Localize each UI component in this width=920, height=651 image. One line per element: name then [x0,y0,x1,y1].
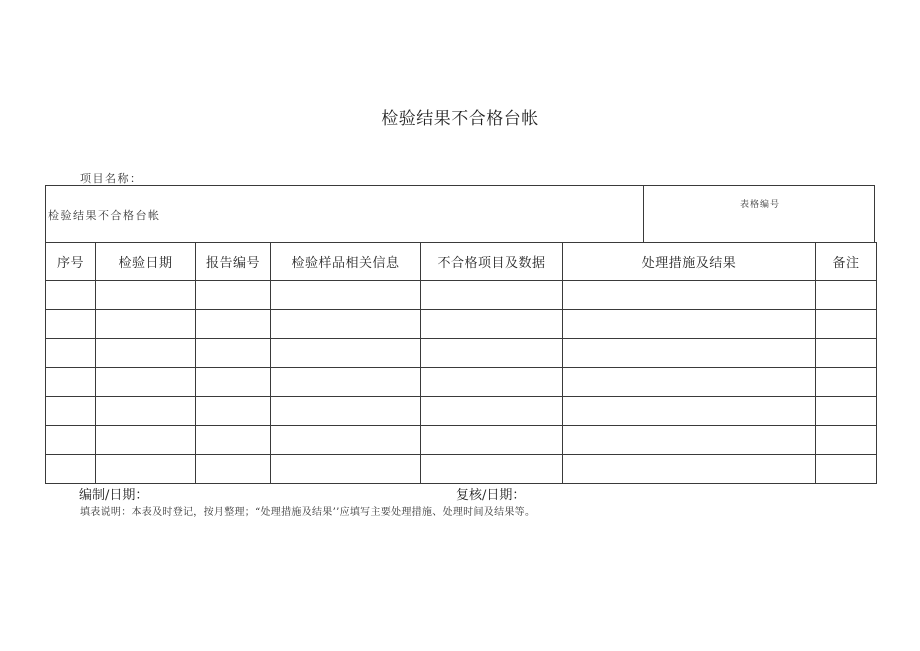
table-cell[interactable] [271,339,421,368]
form-header-box [45,185,875,242]
table-cell[interactable] [563,455,816,484]
table-row [46,426,877,455]
table-cell[interactable] [46,339,96,368]
column-header-inspection-date: 检验日期 [96,243,196,281]
table-cell[interactable] [96,281,196,310]
table-row [46,397,877,426]
ledger-table [45,242,877,484]
table-cell[interactable] [96,397,196,426]
table-cell[interactable] [46,397,96,426]
column-header-nonconforming-items: 不合格项目及数据 [421,243,563,281]
table-cell[interactable] [46,426,96,455]
table-row [46,455,877,484]
fill-instructions: 填表说明：本表及时登记，按月整理；“处理措施及结果’’应填写主要处理措施、处理时间及结果等。 [80,507,536,518]
header-ledger-name: 检验结果不合格台帐 [48,209,161,222]
table-cell[interactable] [816,281,877,310]
column-header-actions-results: 处理措施及结果 [563,243,816,281]
table-cell[interactable] [46,281,96,310]
table-cell[interactable] [816,339,877,368]
table-cell[interactable] [563,397,816,426]
table-row [46,339,877,368]
table-cell[interactable] [96,426,196,455]
table-cell[interactable] [563,426,816,455]
table-row [46,368,877,397]
table-cell[interactable] [816,455,877,484]
table-row [46,310,877,339]
table-cell[interactable] [96,310,196,339]
project-name-label: 项目名称： [80,172,143,185]
table-cell[interactable] [816,426,877,455]
table-cell[interactable] [271,397,421,426]
table-cell[interactable] [421,310,563,339]
table-cell[interactable] [96,339,196,368]
table-cell[interactable] [46,310,96,339]
table-row [46,281,877,310]
column-header-remarks: 备注 [816,243,877,281]
table-cell[interactable] [196,310,271,339]
table-cell[interactable] [271,310,421,339]
table-cell[interactable] [271,281,421,310]
table-cell[interactable] [46,368,96,397]
column-header-sample-info: 检验样品相关信息 [271,243,421,281]
table-cell[interactable] [196,455,271,484]
page-title: 检验结果不合格台帐 [381,109,539,129]
table-header-row [46,243,877,281]
column-header-report-number: 报告编号 [196,243,271,281]
table-cell[interactable] [271,426,421,455]
table-cell[interactable] [421,397,563,426]
table-cell[interactable] [816,310,877,339]
table-cell[interactable] [421,368,563,397]
table-cell[interactable] [271,455,421,484]
table-cell[interactable] [196,339,271,368]
table-cell[interactable] [563,281,816,310]
table-cell[interactable] [196,281,271,310]
table-cell[interactable] [421,455,563,484]
table-cell[interactable] [271,368,421,397]
table-cell[interactable] [196,397,271,426]
reviewed-by-date: 复核/日期： [456,488,526,503]
header-divider [643,186,644,243]
table-cell[interactable] [196,368,271,397]
table-cell[interactable] [421,339,563,368]
prepared-by-date: 编制/日期： [79,488,149,503]
table-cell[interactable] [563,368,816,397]
table-cell[interactable] [46,455,96,484]
table-cell[interactable] [96,455,196,484]
table-cell[interactable] [563,310,816,339]
form-number-label: 表格编号 [739,200,780,210]
table-cell[interactable] [196,426,271,455]
table-cell[interactable] [96,368,196,397]
table-cell[interactable] [816,397,877,426]
table-cell[interactable] [421,426,563,455]
table-cell[interactable] [421,281,563,310]
table-cell[interactable] [563,339,816,368]
table-cell[interactable] [816,368,877,397]
column-header-serial: 序号 [46,243,96,281]
